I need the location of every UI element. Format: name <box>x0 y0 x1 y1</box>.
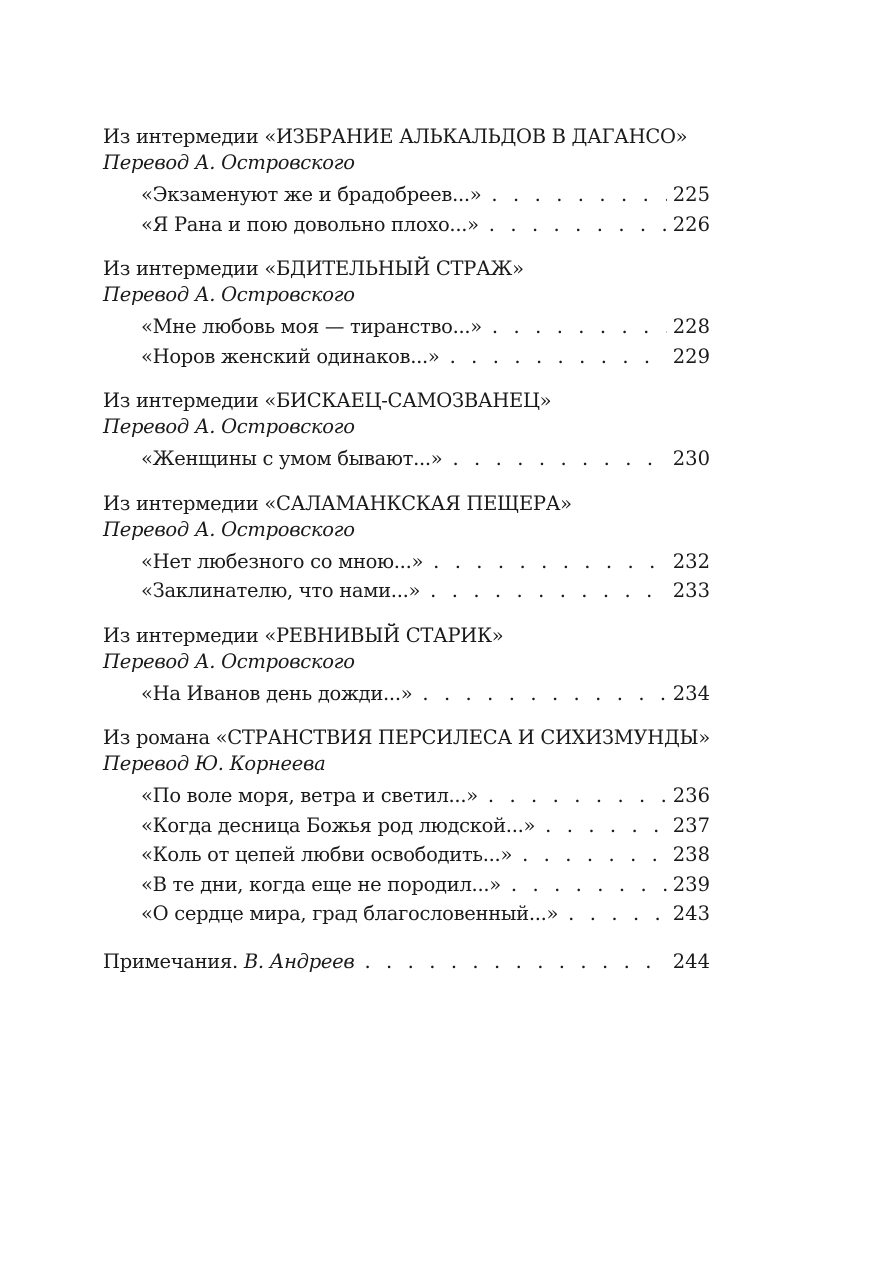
section-translator: Перевод А. Островского <box>103 151 355 174</box>
entry-title: «Экзаменуют же и брадобреев...» <box>141 183 482 206</box>
entry-title: «Коль от цепей любви освободить...» <box>141 843 513 866</box>
toc-entry[interactable] <box>103 899 710 929</box>
section-heading: Из интермедии «РЕВНИВЫЙ СТАРИК» <box>103 623 504 647</box>
toc-entry[interactable] <box>103 840 710 870</box>
toc-entry[interactable] <box>103 444 710 474</box>
notes-page-number: 244 <box>672 949 710 973</box>
toc-entry[interactable] <box>103 342 710 372</box>
dot-leader <box>452 444 666 474</box>
entry-title: «Я Рана и пою довольно плохо...» <box>141 212 479 236</box>
dot-leader <box>433 547 667 577</box>
toc-entry[interactable] <box>103 576 710 606</box>
toc-section <box>103 124 710 239</box>
entry-title: «Нет любезного со мною...» <box>141 549 424 573</box>
toc-section <box>103 623 710 709</box>
dot-leader <box>488 781 667 811</box>
section-translator: Перевод А. Островского <box>103 517 355 541</box>
entry-page-number: 230 <box>672 447 710 470</box>
notes-label-text: Примечания. <box>103 949 238 973</box>
section-translator: Перевод Ю. Корнеева <box>103 752 326 775</box>
entry-page-number: 234 <box>672 681 710 705</box>
toc-section <box>103 491 710 606</box>
toc-entry[interactable] <box>103 210 710 240</box>
entry-page-number: 228 <box>672 315 710 338</box>
dot-leader <box>364 947 666 977</box>
entry-title: «На Иванов день дожди...» <box>141 681 413 705</box>
section-heading: Из интермедии «САЛАМАНКСКАЯ ПЕЩЕРА» <box>103 491 572 515</box>
section-heading: Из романа «СТРАНСТВИЯ ПЕРСИЛЕСА И СИХИЗМУНДЫ» <box>103 726 711 749</box>
dot-leader <box>489 210 667 240</box>
toc-entry[interactable] <box>103 547 710 577</box>
entry-title: «Заклинателю, что нами...» <box>141 579 421 602</box>
entry-page-number: 236 <box>672 784 710 807</box>
toc-entry[interactable] <box>103 312 710 342</box>
toc-entry[interactable] <box>103 679 710 709</box>
entry-page-number: 232 <box>672 549 710 573</box>
dot-leader <box>511 870 667 900</box>
toc-section <box>103 725 710 929</box>
toc-entry-notes[interactable] <box>103 947 710 977</box>
notes-label <box>103 947 354 977</box>
toc-entry[interactable] <box>103 781 710 811</box>
entry-title: «По воле моря, ветра и светил...» <box>141 784 478 807</box>
section-translator: Перевод А. Островского <box>103 415 355 438</box>
dot-leader <box>545 811 667 841</box>
dot-leader <box>422 679 666 709</box>
entry-title: «Норов женский одинаков...» <box>141 344 440 368</box>
notes-author: В. Андреев <box>243 949 355 973</box>
entry-page-number: 238 <box>672 843 710 866</box>
toc-section <box>103 256 710 371</box>
entry-title: «Мне любовь моя — тиранство...» <box>141 315 482 338</box>
dot-leader <box>568 899 667 929</box>
section-translator: Перевод А. Островского <box>103 649 355 673</box>
entry-title: «В те дни, когда еще не породил...» <box>141 872 501 896</box>
entry-page-number: 239 <box>672 872 710 896</box>
entry-title: «Когда десница Божья род людской...» <box>141 813 536 837</box>
dot-leader <box>522 840 667 870</box>
dot-leader <box>450 342 667 372</box>
entry-page-number: 229 <box>672 344 710 368</box>
dot-leader <box>430 576 667 606</box>
section-heading: Из интермедии «БИСКАЕЦ-САМОЗВАНЕЦ» <box>103 389 552 412</box>
toc-section <box>103 388 710 474</box>
entry-page-number: 233 <box>672 579 710 602</box>
toc-entry[interactable] <box>103 870 710 900</box>
entry-title: «Женщины с умом бывают...» <box>141 447 443 470</box>
section-heading: Из интермедии «БДИТЕЛЬНЫЙ СТРАЖ» <box>103 257 524 280</box>
table-of-contents <box>103 124 710 976</box>
section-heading: Из интермедии «ИЗБРАНИЕ АЛЬКАЛЬДОВ В ДАГАНСО» <box>103 125 688 148</box>
entry-page-number: 226 <box>672 212 710 236</box>
entry-page-number: 237 <box>672 813 710 837</box>
dot-leader <box>492 312 667 342</box>
section-translator: Перевод А. Островского <box>103 283 355 306</box>
entry-page-number: 243 <box>672 902 710 925</box>
entry-page-number: 225 <box>672 183 710 206</box>
toc-entry[interactable] <box>103 180 710 210</box>
entry-title: «О сердце мира, град благословенный...» <box>141 902 559 925</box>
dot-leader <box>491 180 666 210</box>
toc-entry[interactable] <box>103 811 710 841</box>
